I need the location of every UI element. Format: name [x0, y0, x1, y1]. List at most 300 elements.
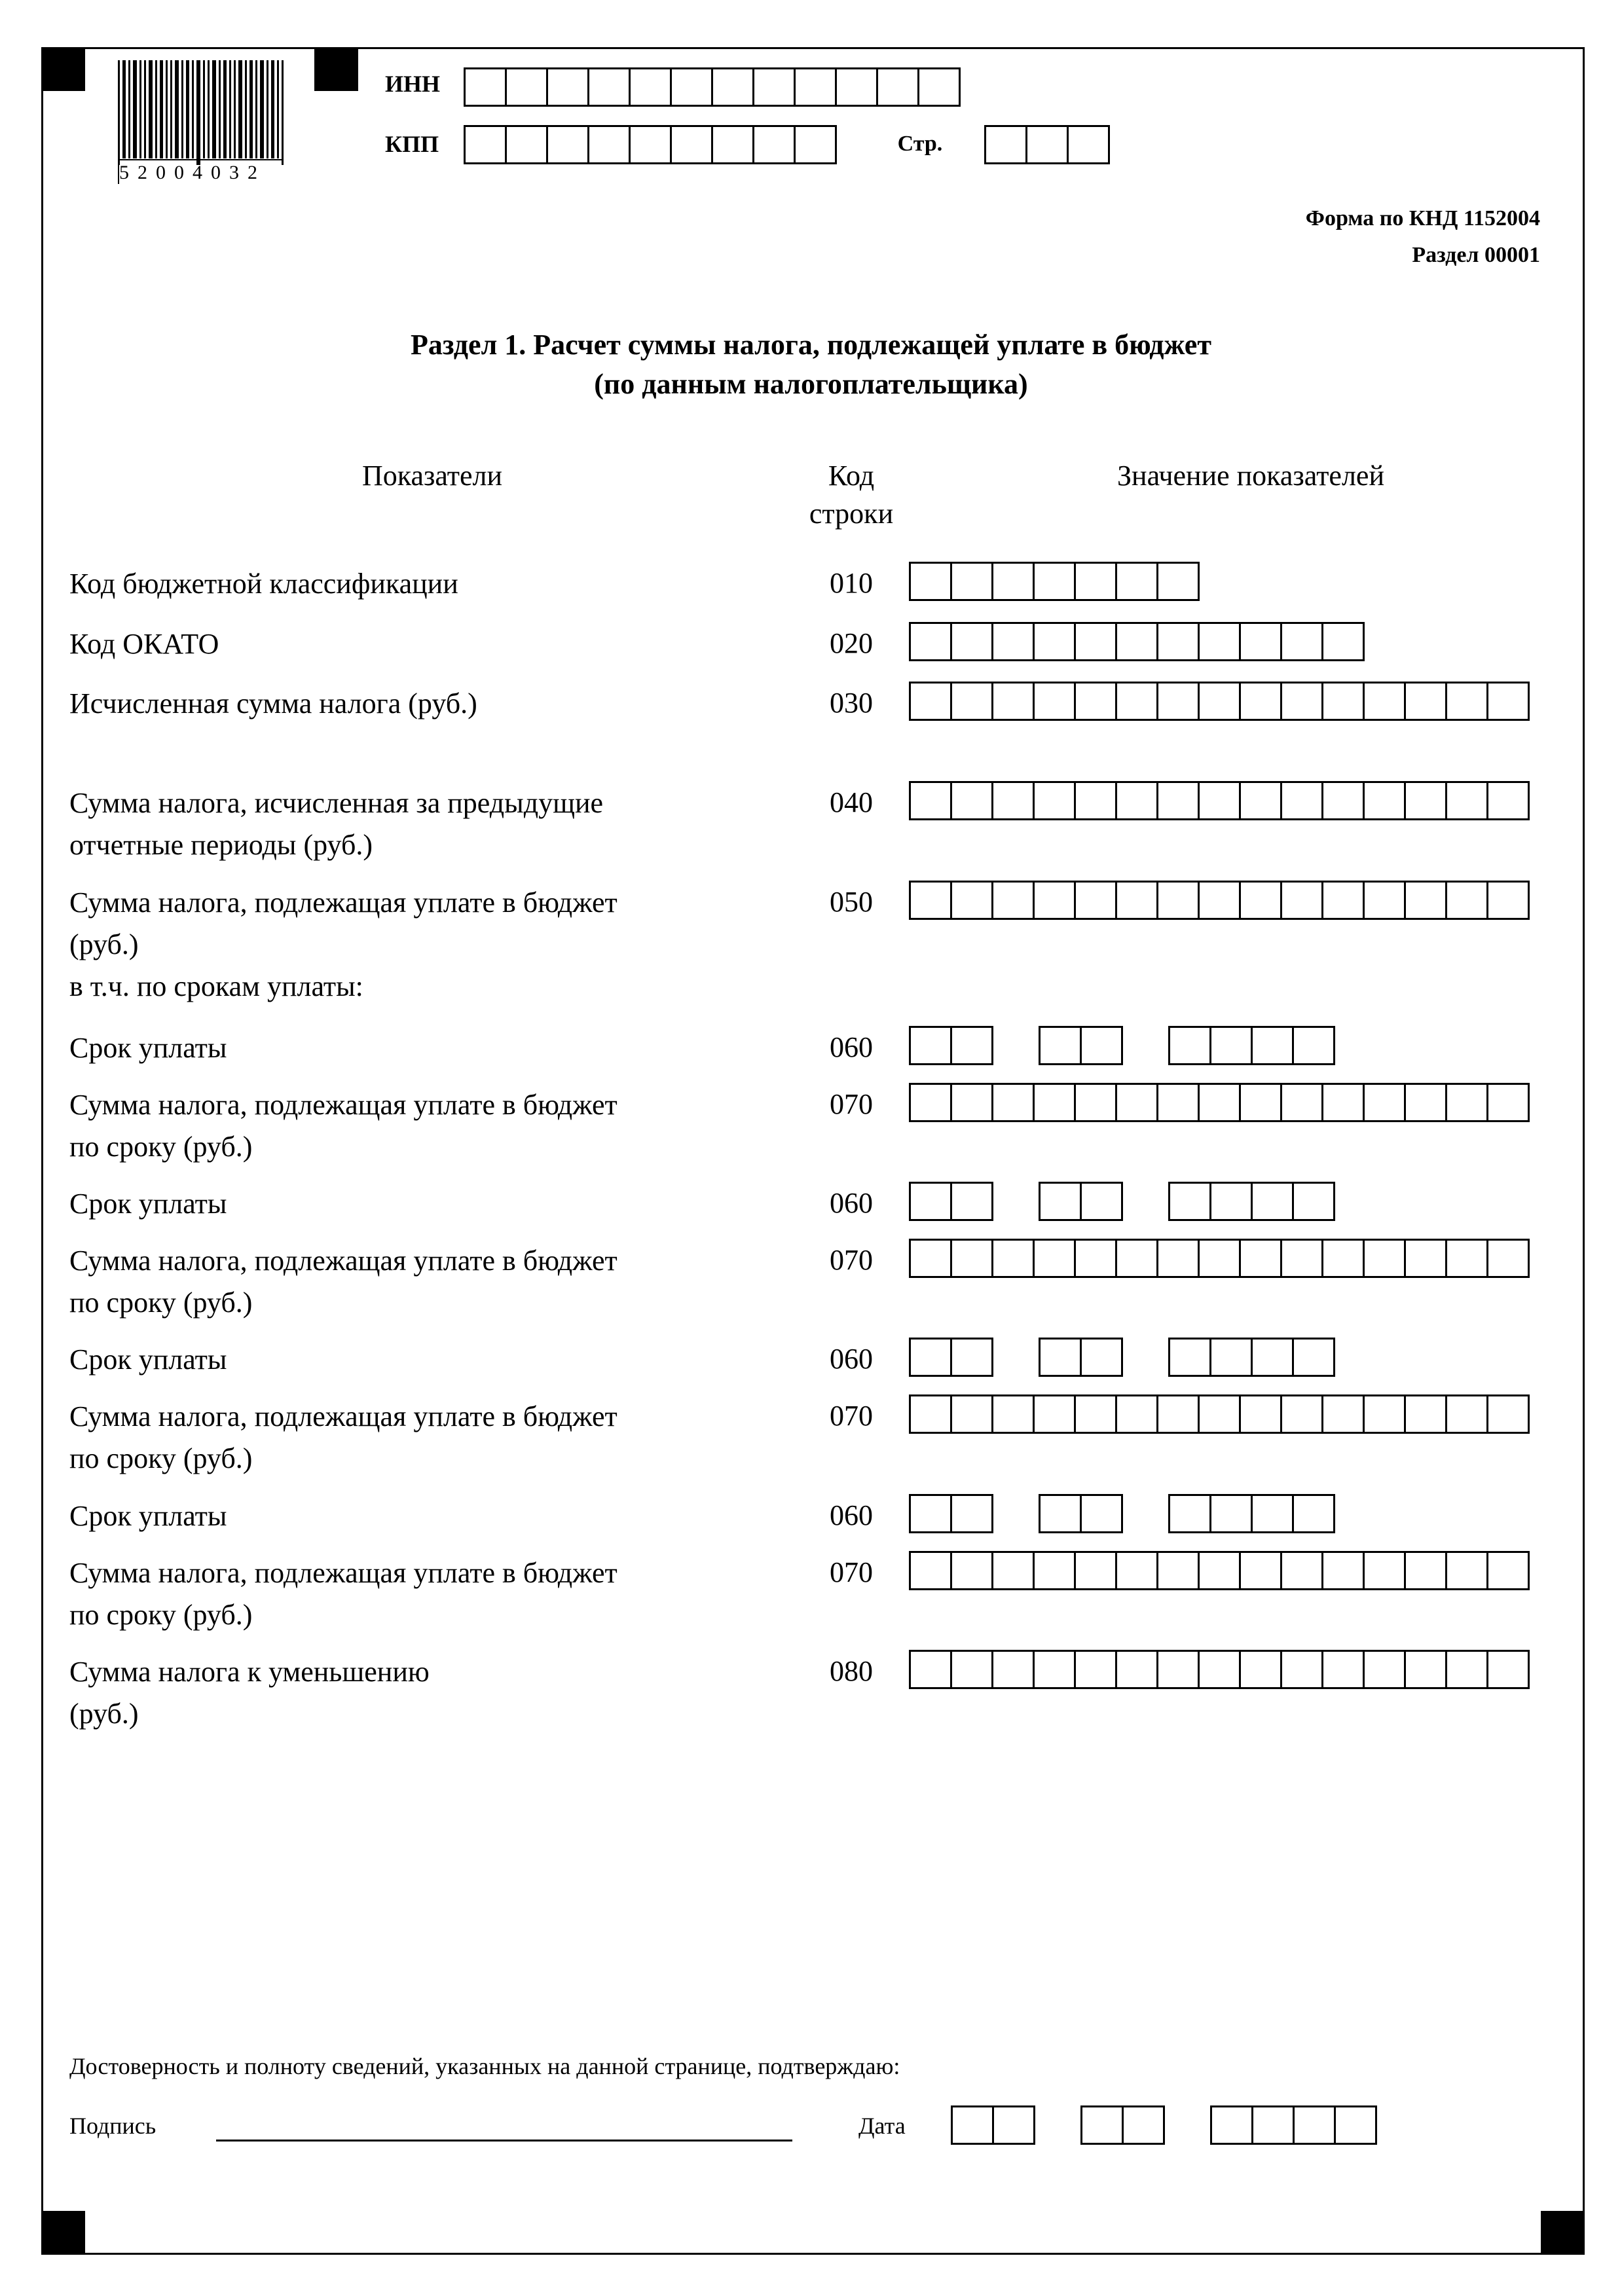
date-month-field[interactable] — [1039, 1338, 1123, 1377]
value-cell[interactable] — [1404, 1551, 1447, 1590]
value-cell[interactable] — [1074, 1551, 1117, 1590]
value-cell[interactable] — [1115, 562, 1158, 601]
value-cell[interactable] — [1363, 682, 1406, 721]
date-cell[interactable] — [1039, 1182, 1082, 1221]
date-cell[interactable] — [1039, 1494, 1082, 1533]
row-label-line: Сумма налога, подлежащая уплате в бюджет — [69, 1089, 617, 1121]
kpp-cell[interactable] — [464, 125, 507, 164]
inn-cell[interactable] — [629, 67, 672, 107]
value-cell[interactable] — [1445, 781, 1488, 820]
value-field-080[interactable] — [909, 1650, 1530, 1689]
row-label-line: Сумма налога, подлежащая уплате в бюджет — [69, 1400, 617, 1432]
date-month-field[interactable] — [1080, 2105, 1165, 2145]
row-label — [69, 1552, 724, 1636]
date-cell[interactable] — [950, 1338, 993, 1377]
date-year-field[interactable] — [1168, 1494, 1335, 1533]
value-field-070[interactable] — [909, 1551, 1530, 1590]
value-cell[interactable] — [1115, 1551, 1158, 1590]
value-cell[interactable] — [950, 881, 993, 920]
inn-cell[interactable] — [917, 67, 961, 107]
date-day-field[interactable] — [909, 1026, 993, 1065]
value-cell[interactable] — [1033, 881, 1076, 920]
value-cell[interactable] — [1321, 682, 1365, 721]
date-year-field[interactable] — [1210, 2105, 1377, 2145]
date-cell[interactable] — [1080, 1026, 1123, 1065]
value-cell[interactable] — [1280, 682, 1323, 721]
value-cell[interactable] — [1115, 881, 1158, 920]
value-cell[interactable] — [1363, 1394, 1406, 1434]
value-cell[interactable] — [1156, 1239, 1200, 1278]
row-code: 050 — [830, 886, 873, 918]
value-cell[interactable] — [1239, 682, 1282, 721]
value-cell[interactable] — [1321, 1239, 1365, 1278]
value-cell[interactable] — [1074, 1650, 1117, 1689]
row-label — [69, 782, 724, 866]
value-cell[interactable] — [950, 1394, 993, 1434]
value-cell[interactable] — [1321, 622, 1365, 661]
value-cell[interactable] — [1363, 1083, 1406, 1122]
date-day-field[interactable] — [909, 1182, 993, 1221]
value-cell[interactable] — [1486, 682, 1530, 721]
value-cell[interactable] — [1239, 1650, 1282, 1689]
kpp-cell[interactable] — [711, 125, 754, 164]
value-cell[interactable] — [1033, 1650, 1076, 1689]
value-cell[interactable] — [1363, 881, 1406, 920]
date-cell[interactable] — [1080, 1494, 1123, 1533]
inn-label: ИНН — [385, 71, 441, 97]
date-day-field[interactable] — [909, 1338, 993, 1377]
value-cell[interactable] — [1074, 1239, 1117, 1278]
value-cell[interactable] — [1445, 881, 1488, 920]
value-cell[interactable] — [1239, 1551, 1282, 1590]
row-code: 070 — [830, 1556, 873, 1588]
date-cell[interactable] — [1168, 1026, 1211, 1065]
kpp-cell[interactable] — [670, 125, 713, 164]
row-code: 060 — [830, 1343, 873, 1375]
inn-cell[interactable] — [876, 67, 919, 107]
date-cell[interactable] — [1209, 1026, 1253, 1065]
column-header-values: Значение показателей — [1117, 460, 1384, 492]
value-cell[interactable] — [1445, 682, 1488, 721]
row-label — [69, 1651, 724, 1735]
date-cell[interactable] — [1251, 1338, 1294, 1377]
value-cell[interactable] — [1115, 622, 1158, 661]
value-cell[interactable] — [991, 682, 1035, 721]
row-label-line: Срок уплаты — [69, 1188, 227, 1220]
value-cell[interactable] — [991, 622, 1035, 661]
value-cell[interactable] — [1198, 1394, 1241, 1434]
date-cell[interactable] — [1168, 1182, 1211, 1221]
kpp-label: КПП — [385, 131, 439, 157]
date-cell[interactable] — [1209, 1182, 1253, 1221]
value-cell[interactable] — [909, 1394, 952, 1434]
value-cell[interactable] — [1074, 781, 1117, 820]
row-label — [69, 1183, 724, 1225]
value-cell[interactable] — [950, 562, 993, 601]
value-cell[interactable] — [991, 1650, 1035, 1689]
value-cell[interactable] — [1115, 682, 1158, 721]
value-cell[interactable] — [1115, 1083, 1158, 1122]
value-cell[interactable] — [1198, 881, 1241, 920]
row-label-line: Сумма налога, подлежащая уплате в бюджет — [69, 1557, 617, 1589]
row-label — [69, 563, 724, 605]
alignment-marker — [1541, 2211, 1585, 2255]
value-cell[interactable] — [1198, 1239, 1241, 1278]
date-year-field[interactable] — [1168, 1338, 1335, 1377]
value-cell[interactable] — [909, 781, 952, 820]
row-code: 030 — [830, 687, 873, 719]
value-cell[interactable] — [909, 881, 952, 920]
date-label: Дата — [858, 2113, 906, 2139]
value-cell[interactable] — [1486, 1083, 1530, 1122]
value-cell[interactable] — [991, 1394, 1035, 1434]
row-label-line: Код ОКАТО — [69, 628, 219, 660]
date-cell[interactable] — [1251, 1494, 1294, 1533]
value-cell[interactable] — [1445, 1239, 1488, 1278]
value-cell[interactable] — [1198, 781, 1241, 820]
date-year-field[interactable] — [1168, 1026, 1335, 1065]
kpp-cell[interactable] — [546, 125, 589, 164]
value-cell[interactable] — [1445, 1650, 1488, 1689]
value-cell[interactable] — [1115, 1394, 1158, 1434]
value-cell[interactable] — [1156, 1650, 1200, 1689]
date-cell[interactable] — [909, 1494, 952, 1533]
value-cell[interactable] — [1033, 562, 1076, 601]
date-cell[interactable] — [1292, 1338, 1335, 1377]
value-cell[interactable] — [991, 1239, 1035, 1278]
kpp-field[interactable] — [464, 125, 837, 164]
value-cell[interactable] — [909, 622, 952, 661]
value-cell[interactable] — [1198, 622, 1241, 661]
row-label-line: Срок уплаты — [69, 1032, 227, 1064]
value-cell[interactable] — [1033, 1551, 1076, 1590]
value-cell[interactable] — [1156, 562, 1200, 601]
inn-cell[interactable] — [794, 67, 837, 107]
value-field-030[interactable] — [909, 682, 1530, 721]
date-cell[interactable] — [1168, 1494, 1211, 1533]
date-cell[interactable] — [1251, 2105, 1295, 2145]
inn-cell[interactable] — [670, 67, 713, 107]
date-cell[interactable] — [1122, 2105, 1165, 2145]
inn-cell[interactable] — [546, 67, 589, 107]
row-label-line: по сроку (руб.) — [69, 1286, 253, 1319]
value-cell[interactable] — [950, 622, 993, 661]
row-label — [69, 683, 724, 725]
date-cell[interactable] — [1080, 2105, 1124, 2145]
value-cell[interactable] — [1404, 1394, 1447, 1434]
date-cell[interactable] — [909, 1338, 952, 1377]
row-label — [69, 1027, 724, 1069]
row-code: 060 — [830, 1187, 873, 1219]
value-cell[interactable] — [909, 1650, 952, 1689]
row-code: 020 — [830, 627, 873, 659]
row-label — [69, 1396, 724, 1480]
value-cell[interactable] — [1074, 622, 1117, 661]
date-cell[interactable] — [1334, 2105, 1377, 2145]
value-cell[interactable] — [1486, 881, 1530, 920]
value-field-040[interactable] — [909, 781, 1530, 820]
row-code: 040 — [830, 786, 873, 818]
value-cell[interactable] — [1239, 781, 1282, 820]
date-cell[interactable] — [1251, 1182, 1294, 1221]
date-cell[interactable] — [909, 1026, 952, 1065]
value-cell[interactable] — [1074, 881, 1117, 920]
row-label — [69, 882, 724, 1008]
value-cell[interactable] — [1280, 622, 1323, 661]
inn-cell[interactable] — [587, 67, 631, 107]
value-cell[interactable] — [1198, 1650, 1241, 1689]
value-cell[interactable] — [1321, 1394, 1365, 1434]
value-cell[interactable] — [991, 1551, 1035, 1590]
row-label — [69, 1240, 724, 1324]
date-cell[interactable] — [909, 1182, 952, 1221]
barcode-icon — [117, 60, 286, 165]
value-cell[interactable] — [1156, 622, 1200, 661]
section-title — [0, 325, 1622, 404]
value-cell[interactable] — [1074, 682, 1117, 721]
date-cell[interactable] — [1039, 1026, 1082, 1065]
value-cell[interactable] — [1363, 781, 1406, 820]
value-cell[interactable] — [1404, 1650, 1447, 1689]
kpp-cell[interactable] — [587, 125, 631, 164]
column-header-indicators: Показатели — [361, 460, 503, 492]
value-cell[interactable] — [1280, 1650, 1323, 1689]
row-label-line: (руб.) — [69, 928, 139, 960]
value-cell[interactable] — [1239, 1239, 1282, 1278]
section-title-line2: (по данным налогоплательщика) — [594, 368, 1028, 400]
date-cell[interactable] — [992, 2105, 1035, 2145]
value-cell[interactable] — [1404, 881, 1447, 920]
value-cell[interactable] — [1198, 682, 1241, 721]
value-cell[interactable] — [1445, 1083, 1488, 1122]
inn-cell[interactable] — [711, 67, 754, 107]
value-cell[interactable] — [991, 881, 1035, 920]
value-cell[interactable] — [950, 781, 993, 820]
kpp-cell[interactable] — [752, 125, 796, 164]
value-cell[interactable] — [950, 1650, 993, 1689]
date-month-field[interactable] — [1039, 1182, 1123, 1221]
value-field-070[interactable] — [909, 1394, 1530, 1434]
date-day-field[interactable] — [909, 1494, 993, 1533]
date-cell[interactable] — [950, 1494, 993, 1533]
value-cell[interactable] — [1033, 1083, 1076, 1122]
date-cell[interactable] — [1293, 2105, 1336, 2145]
value-cell[interactable] — [1033, 682, 1076, 721]
value-cell[interactable] — [1280, 881, 1323, 920]
inn-cell[interactable] — [752, 67, 796, 107]
row-label-line: Исчисленная сумма налога (руб.) — [69, 687, 477, 720]
inn-field[interactable] — [464, 67, 961, 107]
value-cell[interactable] — [1239, 622, 1282, 661]
value-cell[interactable] — [1239, 881, 1282, 920]
alignment-marker — [314, 47, 358, 91]
row-label-line: Сумма налога, исчисленная за предыдущие — [69, 787, 604, 819]
value-cell[interactable] — [1363, 1551, 1406, 1590]
value-cell[interactable] — [1280, 781, 1323, 820]
barcode-number: 52004032 — [118, 159, 282, 184]
date-day-field[interactable] — [951, 2105, 1035, 2145]
row-label-line: Сумма налога к уменьшению — [69, 1656, 430, 1688]
date-year-field[interactable] — [1168, 1182, 1335, 1221]
value-cell[interactable] — [950, 1083, 993, 1122]
value-cell[interactable] — [1033, 1239, 1076, 1278]
value-cell[interactable] — [1239, 1083, 1282, 1122]
date-cell[interactable] — [1168, 1338, 1211, 1377]
value-cell[interactable] — [1486, 781, 1530, 820]
value-cell[interactable] — [1321, 1650, 1365, 1689]
value-cell[interactable] — [1033, 781, 1076, 820]
value-cell[interactable] — [1156, 781, 1200, 820]
value-cell[interactable] — [1156, 1394, 1200, 1434]
value-cell[interactable] — [1115, 1650, 1158, 1689]
value-cell[interactable] — [1074, 1394, 1117, 1434]
row-label — [69, 1339, 724, 1381]
value-cell[interactable] — [1363, 1239, 1406, 1278]
row-label-line: (руб.) — [69, 1698, 139, 1730]
value-cell[interactable] — [1198, 1551, 1241, 1590]
kpp-cell[interactable] — [794, 125, 837, 164]
inn-cell[interactable] — [835, 67, 878, 107]
value-cell[interactable] — [1321, 881, 1365, 920]
date-cell[interactable] — [1292, 1182, 1335, 1221]
row-label-line: Срок уплаты — [69, 1343, 227, 1376]
value-cell[interactable] — [1074, 562, 1117, 601]
value-cell[interactable] — [909, 682, 952, 721]
value-cell[interactable] — [1033, 622, 1076, 661]
row-label-line: по сроку (руб.) — [69, 1131, 253, 1163]
value-cell[interactable] — [950, 1551, 993, 1590]
value-cell[interactable] — [1280, 1083, 1323, 1122]
date-cell[interactable] — [1292, 1494, 1335, 1533]
value-cell[interactable] — [1321, 1083, 1365, 1122]
value-cell[interactable] — [991, 781, 1035, 820]
value-cell[interactable] — [1239, 1394, 1282, 1434]
value-cell[interactable] — [1404, 682, 1447, 721]
row-code: 060 — [830, 1031, 873, 1063]
date-cell[interactable] — [1209, 1494, 1253, 1533]
kpp-cell[interactable] — [629, 125, 672, 164]
date-cell[interactable] — [1210, 2105, 1253, 2145]
date-month-field[interactable] — [1039, 1494, 1123, 1533]
value-cell[interactable] — [1115, 781, 1158, 820]
page-number-field[interactable] — [984, 125, 1110, 164]
date-cell[interactable] — [1209, 1338, 1253, 1377]
date-cell[interactable] — [1039, 1338, 1082, 1377]
value-cell[interactable] — [1280, 1239, 1323, 1278]
value-cell[interactable] — [909, 562, 952, 601]
row-label — [69, 1495, 724, 1537]
date-month-field[interactable] — [1039, 1026, 1123, 1065]
date-cell[interactable] — [1080, 1182, 1123, 1221]
value-cell[interactable] — [1486, 1650, 1530, 1689]
row-code: 010 — [830, 567, 873, 599]
value-cell[interactable] — [950, 1239, 993, 1278]
value-cell[interactable] — [1486, 1551, 1530, 1590]
date-cell[interactable] — [1080, 1338, 1123, 1377]
value-cell[interactable] — [1156, 1083, 1200, 1122]
value-cell[interactable] — [991, 1083, 1035, 1122]
date-cell[interactable] — [1292, 1026, 1335, 1065]
section-code: Раздел 00001 — [1412, 243, 1540, 267]
value-field-010[interactable] — [909, 562, 1200, 601]
row-code: 080 — [830, 1655, 873, 1687]
row-code: 060 — [830, 1499, 873, 1531]
value-cell[interactable] — [991, 562, 1035, 601]
value-cell[interactable] — [1033, 1394, 1076, 1434]
row-code: 070 — [830, 1088, 873, 1120]
date-cell[interactable] — [1251, 1026, 1294, 1065]
value-cell[interactable] — [1321, 781, 1365, 820]
date-cell[interactable] — [950, 1182, 993, 1221]
value-cell[interactable] — [909, 1551, 952, 1590]
value-cell[interactable] — [909, 1083, 952, 1122]
row-label-line: Сумма налога, подлежащая уплате в бюджет — [69, 1245, 617, 1277]
row-label-line: Код бюджетной классификации — [69, 568, 458, 600]
value-cell[interactable] — [1156, 1551, 1200, 1590]
column-header-code: Код строки — [809, 460, 894, 530]
row-label-line: по сроку (руб.) — [69, 1442, 253, 1474]
value-cell[interactable] — [1445, 1551, 1488, 1590]
value-cell[interactable] — [1363, 1650, 1406, 1689]
value-cell[interactable] — [1115, 1239, 1158, 1278]
date-cell[interactable] — [951, 2105, 994, 2145]
page-number-cell[interactable] — [984, 125, 1027, 164]
alignment-marker — [41, 2211, 85, 2255]
value-field-050[interactable] — [909, 881, 1530, 920]
value-cell[interactable] — [1445, 1394, 1488, 1434]
value-cell[interactable] — [1404, 781, 1447, 820]
value-cell[interactable] — [1486, 1239, 1530, 1278]
value-cell[interactable] — [1321, 1551, 1365, 1590]
value-field-070[interactable] — [909, 1239, 1530, 1278]
value-field-020[interactable] — [909, 622, 1365, 661]
row-code: 070 — [830, 1400, 873, 1432]
row-code: 070 — [830, 1244, 873, 1276]
row-label-line: по сроку (руб.) — [69, 1599, 253, 1631]
section-title-line1: Раздел 1. Расчет суммы налога, подлежащей уплате в бюджет — [411, 329, 1211, 361]
value-cell[interactable] — [950, 682, 993, 721]
value-cell[interactable] — [1486, 1394, 1530, 1434]
form-meta — [1306, 200, 1540, 274]
confirmation-text: Достоверность и полноту сведений, указанных на данной странице, подтверждаю: — [69, 2053, 900, 2079]
value-cell[interactable] — [1156, 682, 1200, 721]
page-number-cell[interactable] — [1067, 125, 1110, 164]
value-cell[interactable] — [909, 1239, 952, 1278]
inn-cell[interactable] — [464, 67, 507, 107]
alignment-marker — [41, 47, 85, 91]
value-cell[interactable] — [1156, 881, 1200, 920]
value-field-070[interactable] — [909, 1083, 1530, 1122]
signature-label: Подпись — [69, 2113, 157, 2139]
page-number-cell[interactable] — [1025, 125, 1069, 164]
inn-cell[interactable] — [505, 67, 548, 107]
form-knd: Форма по КНД 1152004 — [1305, 206, 1540, 230]
date-cell[interactable] — [950, 1026, 993, 1065]
row-label-line: Срок уплаты — [69, 1500, 227, 1532]
signature-line[interactable] — [216, 2140, 792, 2141]
value-cell[interactable] — [1280, 1551, 1323, 1590]
row-label-line: в т.ч. по срокам уплаты: — [69, 970, 363, 1002]
kpp-cell[interactable] — [505, 125, 548, 164]
value-cell[interactable] — [1404, 1239, 1447, 1278]
value-cell[interactable] — [1074, 1083, 1117, 1122]
row-label — [69, 623, 724, 665]
page-label: Стр. — [855, 125, 986, 163]
value-cell[interactable] — [1280, 1394, 1323, 1434]
row-label — [69, 1084, 724, 1168]
value-cell[interactable] — [1198, 1083, 1241, 1122]
value-cell[interactable] — [1404, 1083, 1447, 1122]
